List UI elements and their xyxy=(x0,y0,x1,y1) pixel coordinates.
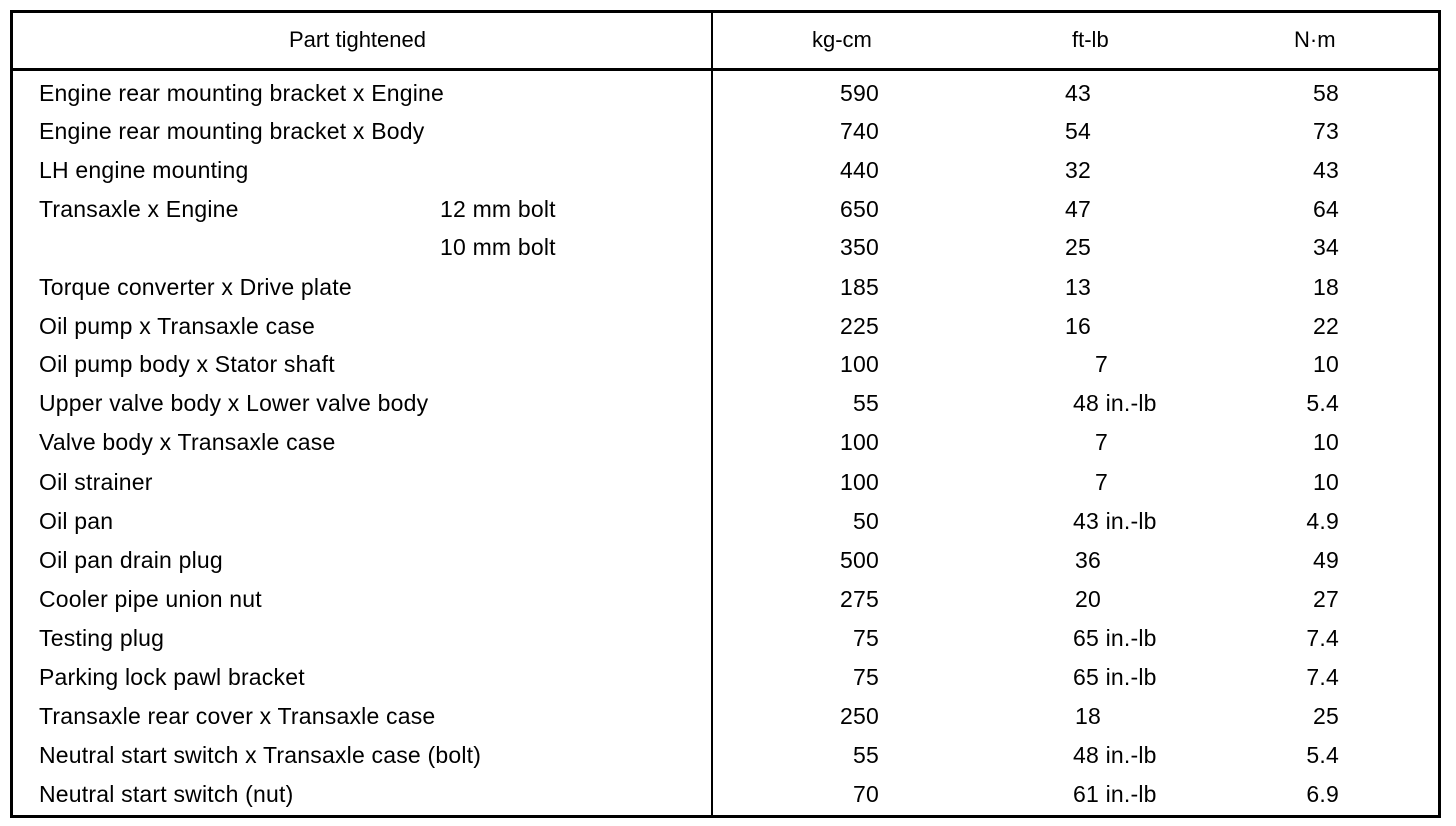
part-name: Upper valve body x Lower valve body xyxy=(39,390,429,416)
value-n-m: 5.4 xyxy=(1306,742,1339,768)
header-ft-lb: ft-lb xyxy=(1072,27,1109,52)
table-row xyxy=(13,703,1438,741)
table-row xyxy=(13,469,1438,507)
value-ft-lb: 43 xyxy=(1065,80,1091,106)
part-name: Torque converter x Drive plate xyxy=(39,274,352,300)
value-n-m: 6.9 xyxy=(1306,781,1339,807)
value-kg-cm: 75 xyxy=(853,625,879,651)
part-name: Testing plug xyxy=(39,625,165,651)
value-n-m: 73 xyxy=(1313,118,1339,144)
value-n-m: 49 xyxy=(1313,547,1339,573)
part-name: Oil pan xyxy=(39,508,114,534)
value-n-m: 4.9 xyxy=(1306,508,1339,534)
value-ft-lb: 36 xyxy=(1075,547,1101,573)
table-row xyxy=(13,586,1438,624)
value-kg-cm: 55 xyxy=(853,742,879,768)
part-name: Neutral start switch (nut) xyxy=(39,781,294,807)
value-n-m: 7.4 xyxy=(1306,625,1339,651)
value-n-m: 7.4 xyxy=(1306,664,1339,690)
table-row xyxy=(13,508,1438,546)
table-row xyxy=(13,234,1438,272)
value-ft-lb: 47 xyxy=(1065,196,1091,222)
value-ft-lb: 54 xyxy=(1065,118,1091,144)
value-kg-cm: 70 xyxy=(853,781,879,807)
value-ft-lb: 20 xyxy=(1075,586,1101,612)
part-name: Cooler pipe union nut xyxy=(39,586,262,612)
bolt-size: 10 mm bolt xyxy=(440,234,556,260)
value-n-m: 43 xyxy=(1313,157,1339,183)
value-kg-cm: 275 xyxy=(840,586,879,612)
value-kg-cm: 590 xyxy=(840,80,879,106)
part-name: Oil strainer xyxy=(39,469,153,495)
value-ft-lb: 61 in.-lb xyxy=(1073,781,1157,807)
value-kg-cm: 100 xyxy=(840,469,879,495)
header-part-tightened: Part tightened xyxy=(289,27,426,52)
table-row xyxy=(13,664,1438,702)
value-ft-lb: 7 xyxy=(1095,429,1108,455)
value-n-m: 10 xyxy=(1313,351,1339,377)
value-kg-cm: 440 xyxy=(840,157,879,183)
table-row xyxy=(13,80,1438,118)
value-kg-cm: 75 xyxy=(853,664,879,690)
table-row xyxy=(13,196,1438,234)
value-kg-cm: 250 xyxy=(840,703,879,729)
value-n-m: 10 xyxy=(1313,429,1339,455)
part-name: Engine rear mounting bracket x Body xyxy=(39,118,425,144)
table-row xyxy=(13,390,1438,428)
value-ft-lb: 65 in.-lb xyxy=(1073,664,1157,690)
value-kg-cm: 500 xyxy=(840,547,879,573)
value-kg-cm: 100 xyxy=(840,429,879,455)
value-n-m: 18 xyxy=(1313,274,1339,300)
table-row xyxy=(13,157,1438,195)
part-name: Neutral start switch x Transaxle case (bolt) xyxy=(39,742,482,768)
value-kg-cm: 650 xyxy=(840,196,879,222)
value-kg-cm: 100 xyxy=(840,351,879,377)
table-row xyxy=(13,313,1438,351)
value-ft-lb: 13 xyxy=(1065,274,1091,300)
torque-spec-table xyxy=(10,10,1441,818)
table-row xyxy=(13,351,1438,389)
table-row xyxy=(13,625,1438,663)
part-name: Valve body x Transaxle case xyxy=(39,429,336,455)
part-name: Engine rear mounting bracket x Engine xyxy=(39,80,445,106)
part-name: Transaxle rear cover x Transaxle case xyxy=(39,703,436,729)
value-ft-lb: 65 in.-lb xyxy=(1073,625,1157,651)
value-ft-lb: 18 xyxy=(1075,703,1101,729)
part-name: Oil pump x Transaxle case xyxy=(39,313,316,339)
table-row xyxy=(13,118,1438,156)
header-n-m: N·m xyxy=(1294,27,1336,52)
header-divider xyxy=(13,68,1438,71)
value-ft-lb: 48 in.-lb xyxy=(1073,742,1157,768)
value-kg-cm: 50 xyxy=(853,508,879,534)
value-n-m: 10 xyxy=(1313,469,1339,495)
part-name: LH engine mounting xyxy=(39,157,249,183)
part-name: Oil pan drain plug xyxy=(39,547,223,573)
table-row xyxy=(13,274,1438,312)
value-n-m: 22 xyxy=(1313,313,1339,339)
table-row xyxy=(13,547,1438,585)
value-kg-cm: 55 xyxy=(853,390,879,416)
part-name: Parking lock pawl bracket xyxy=(39,664,305,690)
table-row xyxy=(13,742,1438,780)
value-ft-lb: 16 xyxy=(1065,313,1091,339)
value-n-m: 27 xyxy=(1313,586,1339,612)
bolt-size: 12 mm bolt xyxy=(440,196,556,222)
table-row xyxy=(13,781,1438,819)
header-kg-cm: kg-cm xyxy=(812,27,872,52)
value-n-m: 5.4 xyxy=(1306,390,1339,416)
value-ft-lb: 7 xyxy=(1095,351,1108,377)
value-ft-lb: 7 xyxy=(1095,469,1108,495)
part-name: Oil pump body x Stator shaft xyxy=(39,351,335,377)
value-n-m: 25 xyxy=(1313,703,1339,729)
value-n-m: 34 xyxy=(1313,234,1339,260)
value-n-m: 64 xyxy=(1313,196,1339,222)
value-kg-cm: 740 xyxy=(840,118,879,144)
table-row xyxy=(13,429,1438,467)
value-ft-lb: 43 in.-lb xyxy=(1073,508,1157,534)
value-kg-cm: 350 xyxy=(840,234,879,260)
value-ft-lb: 32 xyxy=(1065,157,1091,183)
value-ft-lb: 48 in.-lb xyxy=(1073,390,1157,416)
value-kg-cm: 185 xyxy=(840,274,879,300)
value-kg-cm: 225 xyxy=(840,313,879,339)
value-n-m: 58 xyxy=(1313,80,1339,106)
part-name: Transaxle x Engine xyxy=(39,196,239,222)
value-ft-lb: 25 xyxy=(1065,234,1091,260)
